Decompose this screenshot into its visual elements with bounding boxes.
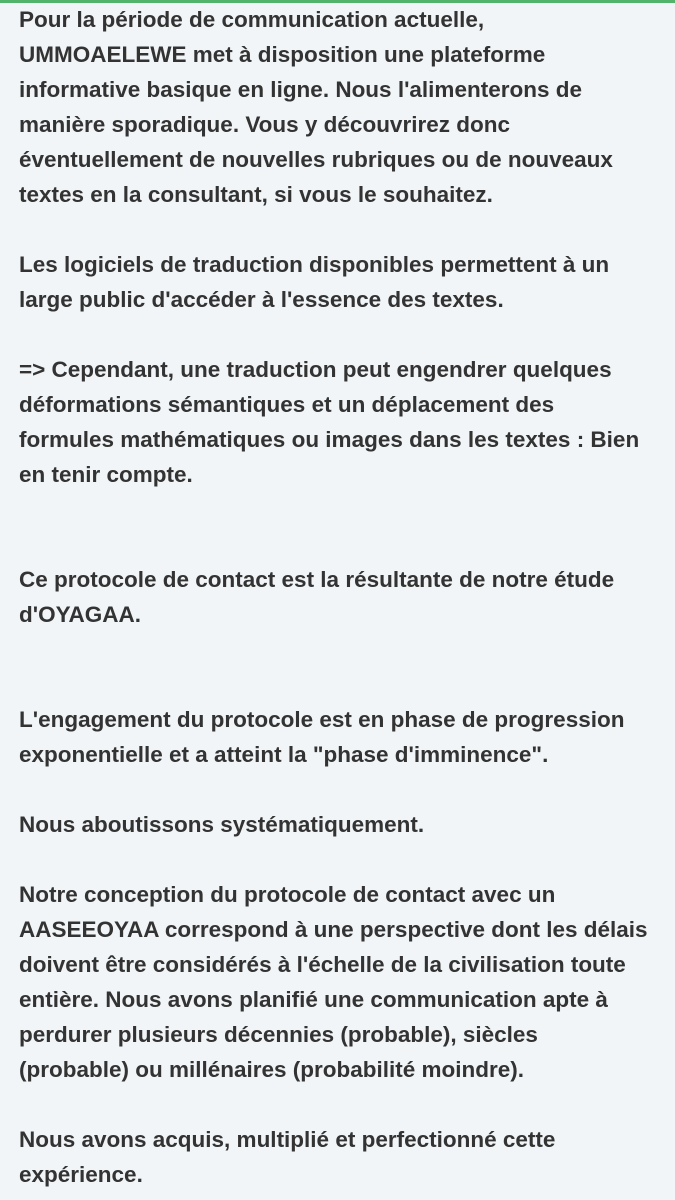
paragraph-spacer: [19, 492, 675, 562]
article-body: [19, 0, 675, 1192]
paragraph-line: doivent être considérés à l'échelle de la civilisation toute: [19, 952, 626, 977]
paragraph-line: déformations sémantiques et un déplacement des: [19, 392, 555, 417]
paragraph-translation-software: [19, 247, 675, 317]
paragraph-systematic-success: [19, 807, 675, 842]
paragraph-contact-protocol: [19, 562, 675, 632]
paragraph-line: éventuellement de nouvelles rubriques ou de nouveaux: [19, 147, 613, 172]
paragraph-platform-info: [19, 2, 675, 212]
paragraph-protocol-conception: [19, 877, 675, 1087]
paragraph-line: expérience.: [19, 1162, 143, 1187]
paragraph-line: entière. Nous avons planifié une communication apte à: [19, 987, 608, 1012]
paragraph-translation-warning: [19, 352, 675, 492]
paragraph-line: informative basique en ligne. Nous l'alimenterons de: [19, 77, 582, 102]
paragraph-spacer: [19, 1087, 675, 1122]
paragraph-spacer: [19, 212, 675, 247]
paragraph-line: L'engagement du protocole est en phase de progression: [19, 707, 625, 732]
paragraph-line: Les logiciels de traduction disponibles permettent à un: [19, 252, 610, 277]
paragraph-line: perdurer plusieurs décennies (probable), siècles: [19, 1022, 538, 1047]
paragraph-line: large public d'accéder à l'essence des textes.: [19, 287, 504, 312]
paragraph-line: manière sporadique. Vous y découvrirez donc: [19, 112, 510, 137]
paragraph-experience: [19, 1122, 675, 1192]
paragraph-spacer: [19, 772, 675, 807]
paragraph-line: => Cependant, une traduction peut engendrer quelques: [19, 357, 612, 382]
paragraph-line: Nous avons acquis, multiplié et perfectionné cette: [19, 1127, 556, 1152]
paragraph-line: exponentielle et a atteint la "phase d'imminence".: [19, 742, 549, 767]
paragraph-spacer: [19, 842, 675, 877]
paragraph-line: UMMOAELEWE met à disposition une plateforme: [19, 42, 546, 67]
paragraph-line: Pour la période de communication actuelle,: [19, 7, 485, 32]
paragraph-line: en tenir compte.: [19, 462, 193, 487]
paragraph-line: formules mathématiques ou images dans les textes : Bien: [19, 427, 640, 452]
paragraph-line: AASEEOYAA correspond à une perspective dont les délais: [19, 917, 648, 942]
paragraph-spacer: [19, 632, 675, 702]
paragraph-line: Ce protocole de contact est la résultante de notre étude: [19, 567, 615, 592]
paragraph-line: textes en la consultant, si vous le souhaitez.: [19, 182, 493, 207]
paragraph-line: (probable) ou millénaires (probabilité moindre).: [19, 1057, 525, 1082]
paragraph-line: Nous aboutissons systématiquement.: [19, 812, 425, 837]
paragraph-protocol-engagement: [19, 702, 675, 772]
paragraph-line: Notre conception du protocole de contact avec un: [19, 882, 556, 907]
paragraph-spacer: [19, 317, 675, 352]
paragraph-line: d'OYAGAA.: [19, 602, 142, 627]
